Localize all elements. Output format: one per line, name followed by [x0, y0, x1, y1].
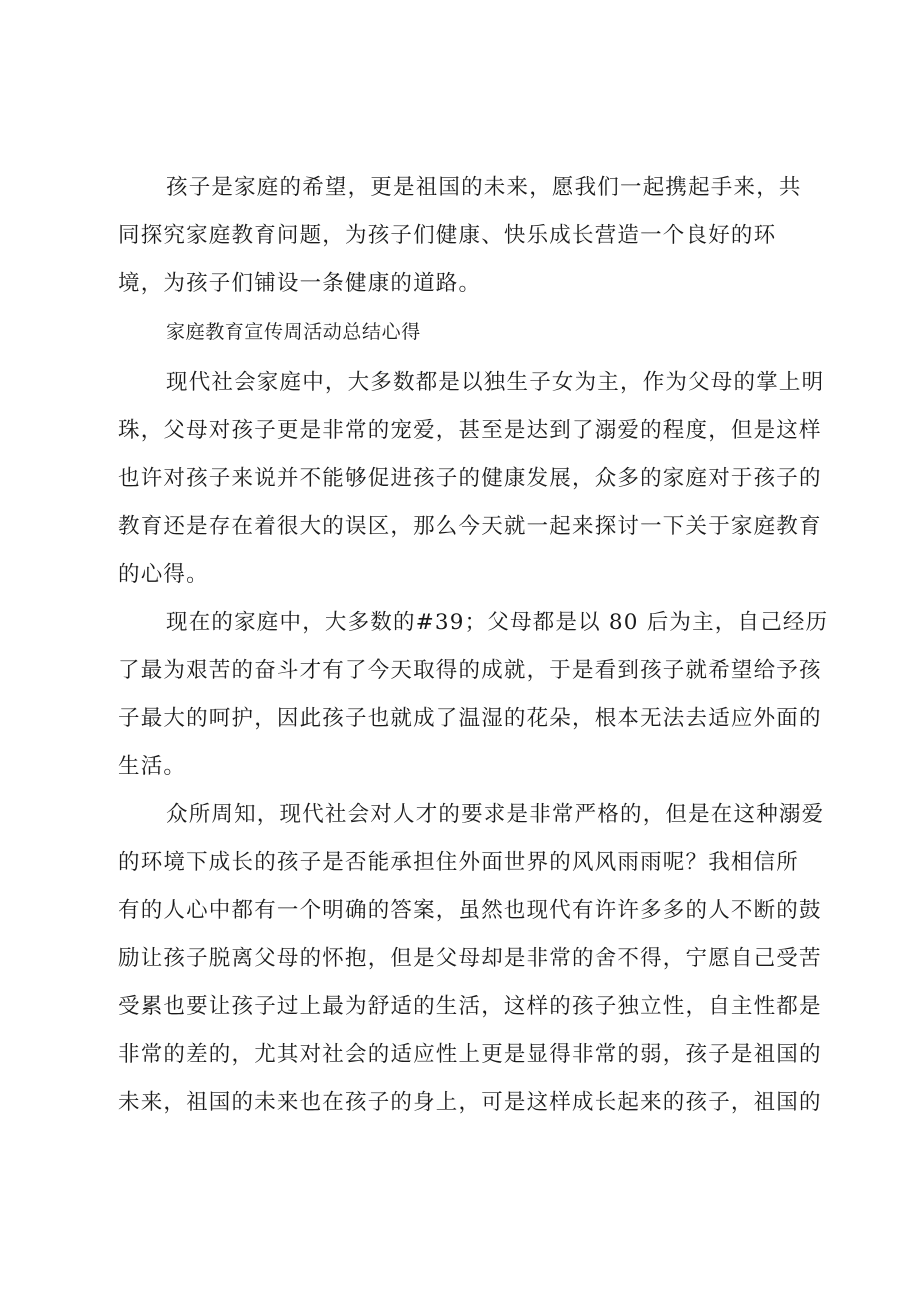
paragraph-4-line-1: 众所周知，现代社会对人才的要求是非常严格的，但是在这种溺爱 — [166, 802, 825, 827]
paragraph-1-line-2: 同探究家庭教育问题，为孩子们健康、快乐成长营造一个良好的环 — [118, 223, 777, 248]
paragraph-4-line-5: 受累也要让孩子过上最为舒适的生活，这样的孩子独立性，自主性都是 — [118, 994, 822, 1019]
paragraph-4-line-2: 的环境下成长的孩子是否能承担住外面世界的风风雨雨呢？我相信所 — [118, 850, 800, 875]
paragraph-2-line-3: 也许对孩子来说并不能够促进孩子的健康发展，众多的家庭对于孩子的 — [118, 466, 822, 491]
paragraph-4-line-4: 励让孩子脱离父母的怀抱，但是父母却是非常的舍不得，宁愿自己受苦 — [118, 946, 822, 971]
paragraph-4-line-3: 有的人心中都有一个明确的答案，虽然也现代有许许多多的人不断的鼓 — [118, 898, 822, 923]
paragraph-2-line-1: 现代社会家庭中，大多数都是以独生子女为主，作为父母的掌上明 — [166, 370, 825, 395]
paragraph-2-line-4: 教育还是存在着很大的误区，那么今天就一起来探讨一下关于家庭教育 — [118, 514, 822, 539]
paragraph-4-line-7: 未来，祖国的未来也在孩子的身上，可是这样成长起来的孩子，祖国的 — [118, 1090, 822, 1115]
paragraph-2-line-2: 珠，父母对孩子更是非常的宠爱，甚至是达到了溺爱的程度，但是这样 — [118, 418, 822, 443]
paragraph-3-line-3: 子最大的呵护，因此孩子也就成了温湿的花朵，根本无法去适应外面的 — [118, 706, 822, 731]
paragraph-1-line-1: 孩子是家庭的希望，更是祖国的未来，愿我们一起携起手来，共 — [166, 175, 802, 200]
paragraph-3-line-4: 生活。 — [118, 754, 187, 779]
paragraph-3-line-2: 了最为艰苦的奋斗才有了今天取得的成就，于是看到孩子就希望给予孩 — [118, 658, 822, 683]
paragraph-3-line-1: 现在的家庭中，大多数的#39；父母都是以 80 后为主，自己经历 — [166, 610, 829, 635]
paragraph-4-line-6: 非常的差的，尤其对社会的适应性上更是显得非常的弱，孩子是祖国的 — [118, 1042, 822, 1067]
paragraph-1-line-3: 境，为孩子们铺设一条健康的道路。 — [118, 271, 482, 296]
section-title: 家庭教育宣传周活动总结心得 — [166, 321, 421, 343]
paragraph-2-line-5: 的心得。 — [118, 562, 209, 587]
